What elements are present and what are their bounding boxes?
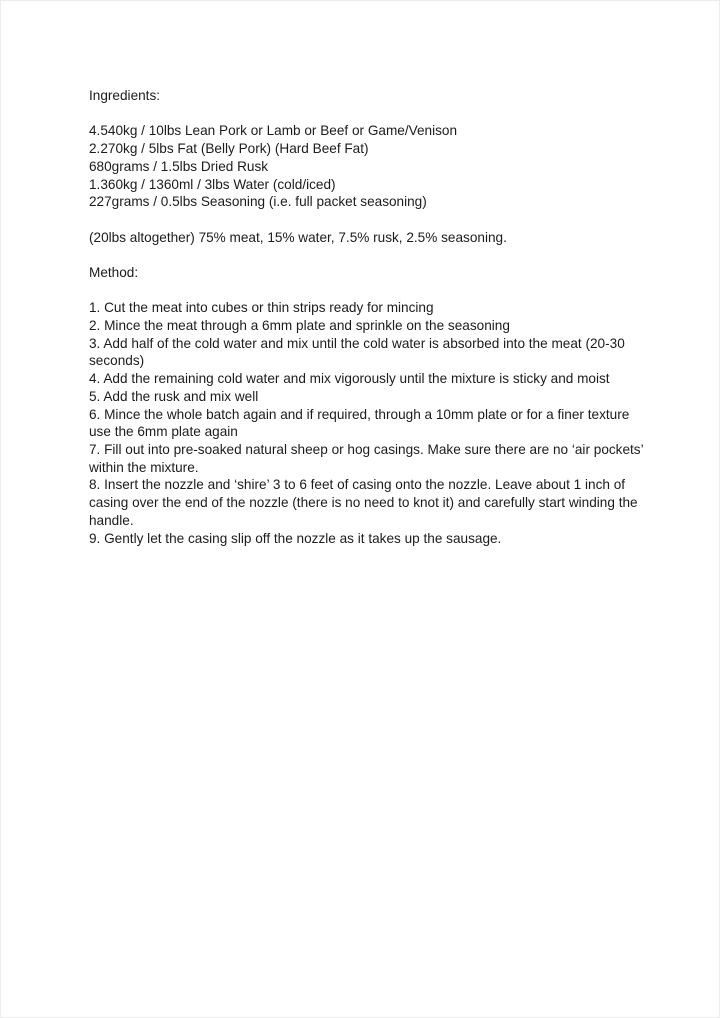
ingredient-item: 2.270kg / 5lbs Fat (Belly Pork) (Hard Beef Fat) bbox=[89, 141, 369, 157]
method-step: 9. Gently let the casing slip off the nozzle as it takes up the sausage. bbox=[89, 530, 502, 546]
ingredient-item: 227grams / 0.5lbs Seasoning (i.e. full packet seasoning) bbox=[89, 194, 427, 210]
ingredient-item: 680grams / 1.5lbs Dried Rusk bbox=[89, 158, 269, 174]
method-section bbox=[89, 264, 649, 282]
method-step: 6. Mince the whole batch again and if required, through a 10mm plate or for a finer texture use the 6mm plate again bbox=[89, 406, 630, 440]
method-step: 8. Insert the nozzle and ‘shire’ 3 to 6 feet of casing onto the nozzle. Leave about 1 inch of casing over the end of the nozzle (there is no need to knot it) and carefully start winding the handle. bbox=[89, 477, 638, 528]
method-step: 5. Add the rusk and mix well bbox=[89, 388, 259, 404]
ingredients-list bbox=[89, 122, 649, 211]
method-steps-list bbox=[89, 299, 649, 547]
method-step: 4. Add the remaining cold water and mix vigorously until the mixture is sticky and moist bbox=[89, 371, 610, 387]
ingredient-item: 1.360kg / 1360ml / 3lbs Water (cold/iced) bbox=[89, 176, 336, 192]
ingredients-section bbox=[89, 87, 649, 105]
method-step: 7. Fill out into pre-soaked natural sheep or hog casings. Make sure there are no ‘air pockets’ within the mixture. bbox=[89, 442, 644, 475]
method-step: 1. Cut the meat into cubes or thin strips ready for mincing bbox=[89, 300, 434, 316]
batch-summary: (20lbs altogether) 75% meat, 15% water, 7.5% rusk, 2.5% seasoning. bbox=[89, 229, 507, 245]
ingredients-heading: Ingredients: bbox=[89, 88, 161, 103]
method-step: 3. Add half of the cold water and mix until the cold water is absorbed into the meat (20-30 seconds) bbox=[89, 335, 625, 369]
summary-section bbox=[89, 229, 649, 247]
method-heading: Method: bbox=[89, 264, 139, 280]
ingredient-item: 4.540kg / 10lbs Lean Pork or Lamb or Beef or Game/Venison bbox=[89, 123, 458, 139]
method-step: 2. Mince the meat through a 6mm plate and sprinkle on the seasoning bbox=[89, 318, 510, 334]
